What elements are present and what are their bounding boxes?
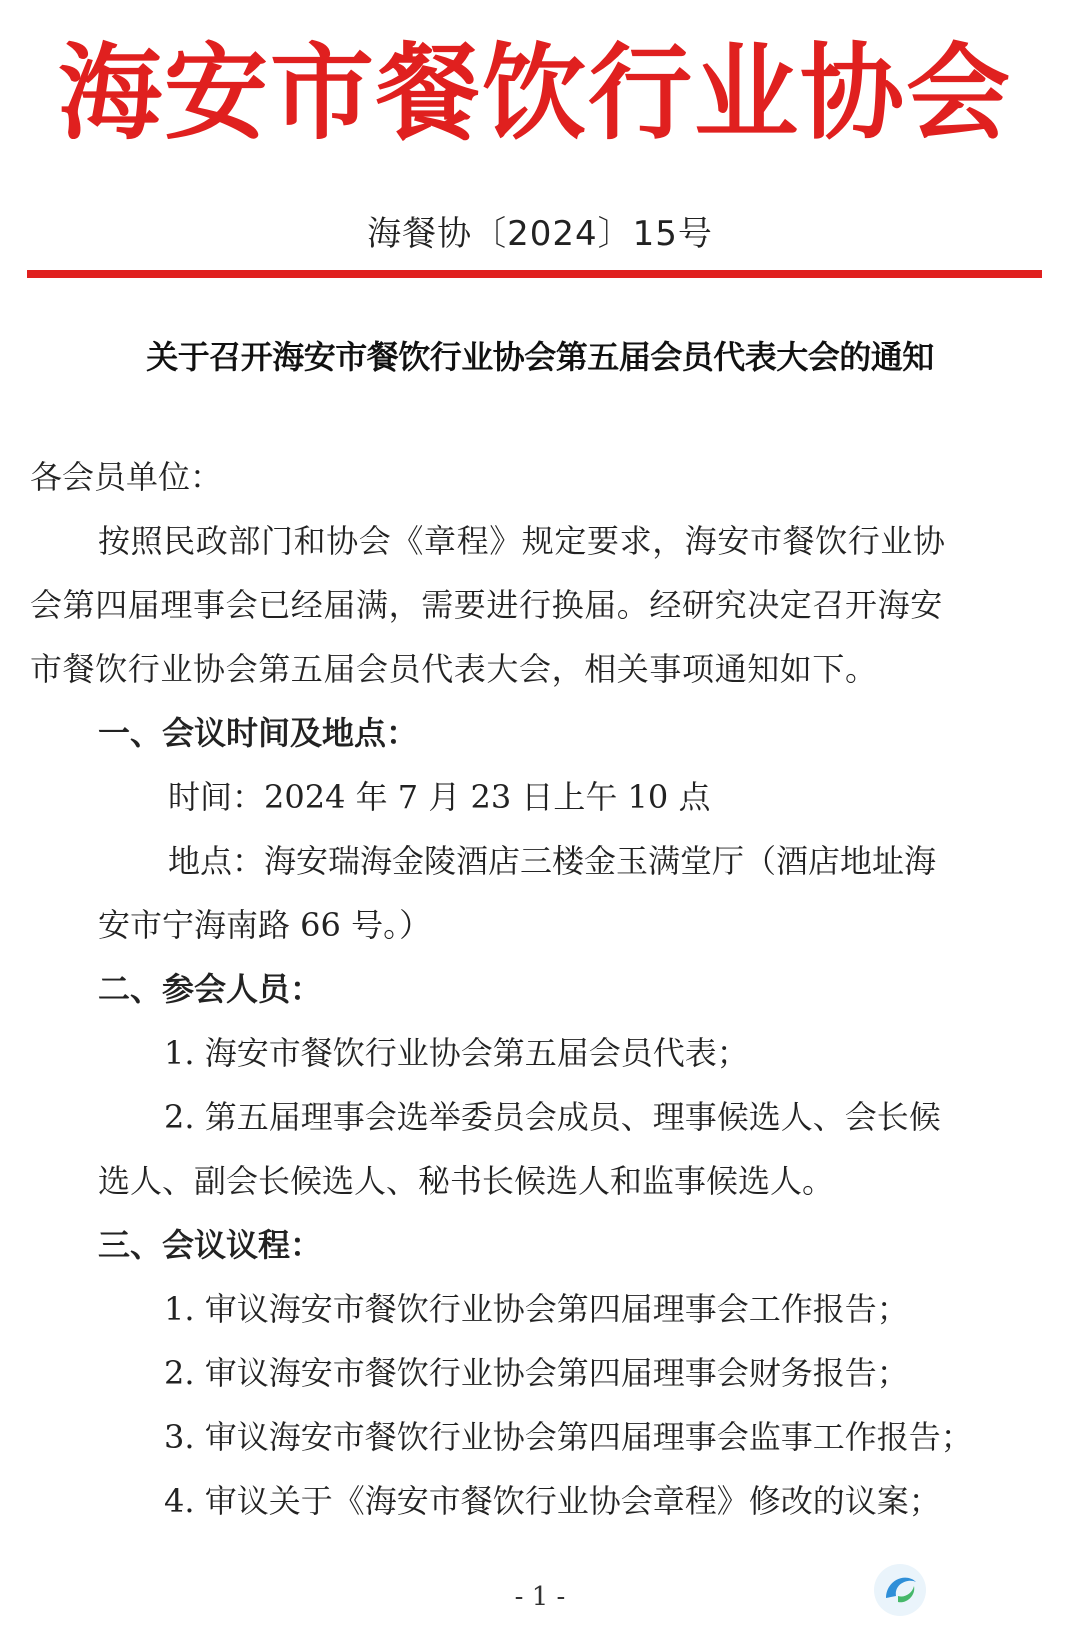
meeting-time: 时间：2024 年 7 月 23 日上午 10 点: [168, 778, 711, 816]
red-divider: [27, 270, 1042, 278]
agenda-item-3: 3. 审议海安市餐饮行业协会第四届理事会监事工作报告；: [164, 1418, 973, 1456]
agenda-item-4: 4. 审议关于《海安市餐饮行业协会章程》修改的议案；: [164, 1482, 941, 1520]
attendee-item-2-line-1: 2. 第五届理事会选举委员会成员、理事候选人、会长候: [164, 1098, 941, 1136]
agenda-item-1: 1. 审议海安市餐饮行业协会第四届理事会工作报告；: [164, 1290, 909, 1328]
intro-line-3: 市餐饮行业协会第五届会员代表大会，相关事项通知如下。: [30, 650, 878, 688]
document-number: 海餐协〔2024〕15号: [367, 214, 713, 254]
agenda-item-2: 2. 审议海安市餐饮行业协会第四届理事会财务报告；: [164, 1354, 909, 1392]
meeting-place-line-1: 地点：海安瑞海金陵酒店三楼金玉满堂厅（酒店地址海: [168, 842, 937, 880]
attendee-item-2-line-2: 选人、副会长候选人、秘书长候选人和监事候选人。: [98, 1162, 835, 1200]
section-heading-time-place: 一、会议时间及地点：: [98, 714, 419, 752]
letterhead-title: 海安市餐饮行业协会: [57, 32, 1012, 154]
attendee-item-1: 1. 海安市餐饮行业协会第五届会员代表；: [164, 1034, 749, 1072]
page-number: - 1 -: [514, 1582, 566, 1612]
app-logo-icon: [872, 1562, 928, 1618]
meeting-place-line-2: 安市宁海南路 66 号。）: [98, 906, 432, 944]
notice-title: 关于召开海安市餐饮行业协会第五届会员代表大会的通知: [146, 338, 934, 376]
section-heading-attendees: 二、参会人员：: [98, 970, 323, 1008]
intro-line-2: 会第四届理事会已经届满，需要进行换届。经研究决定召开海安: [30, 586, 943, 624]
section-heading-agenda: 三、会议议程：: [98, 1226, 323, 1264]
salutation: 各会员单位：: [30, 458, 223, 496]
intro-line-1: 按照民政部门和协会《章程》规定要求，海安市餐饮行业协: [98, 522, 946, 560]
